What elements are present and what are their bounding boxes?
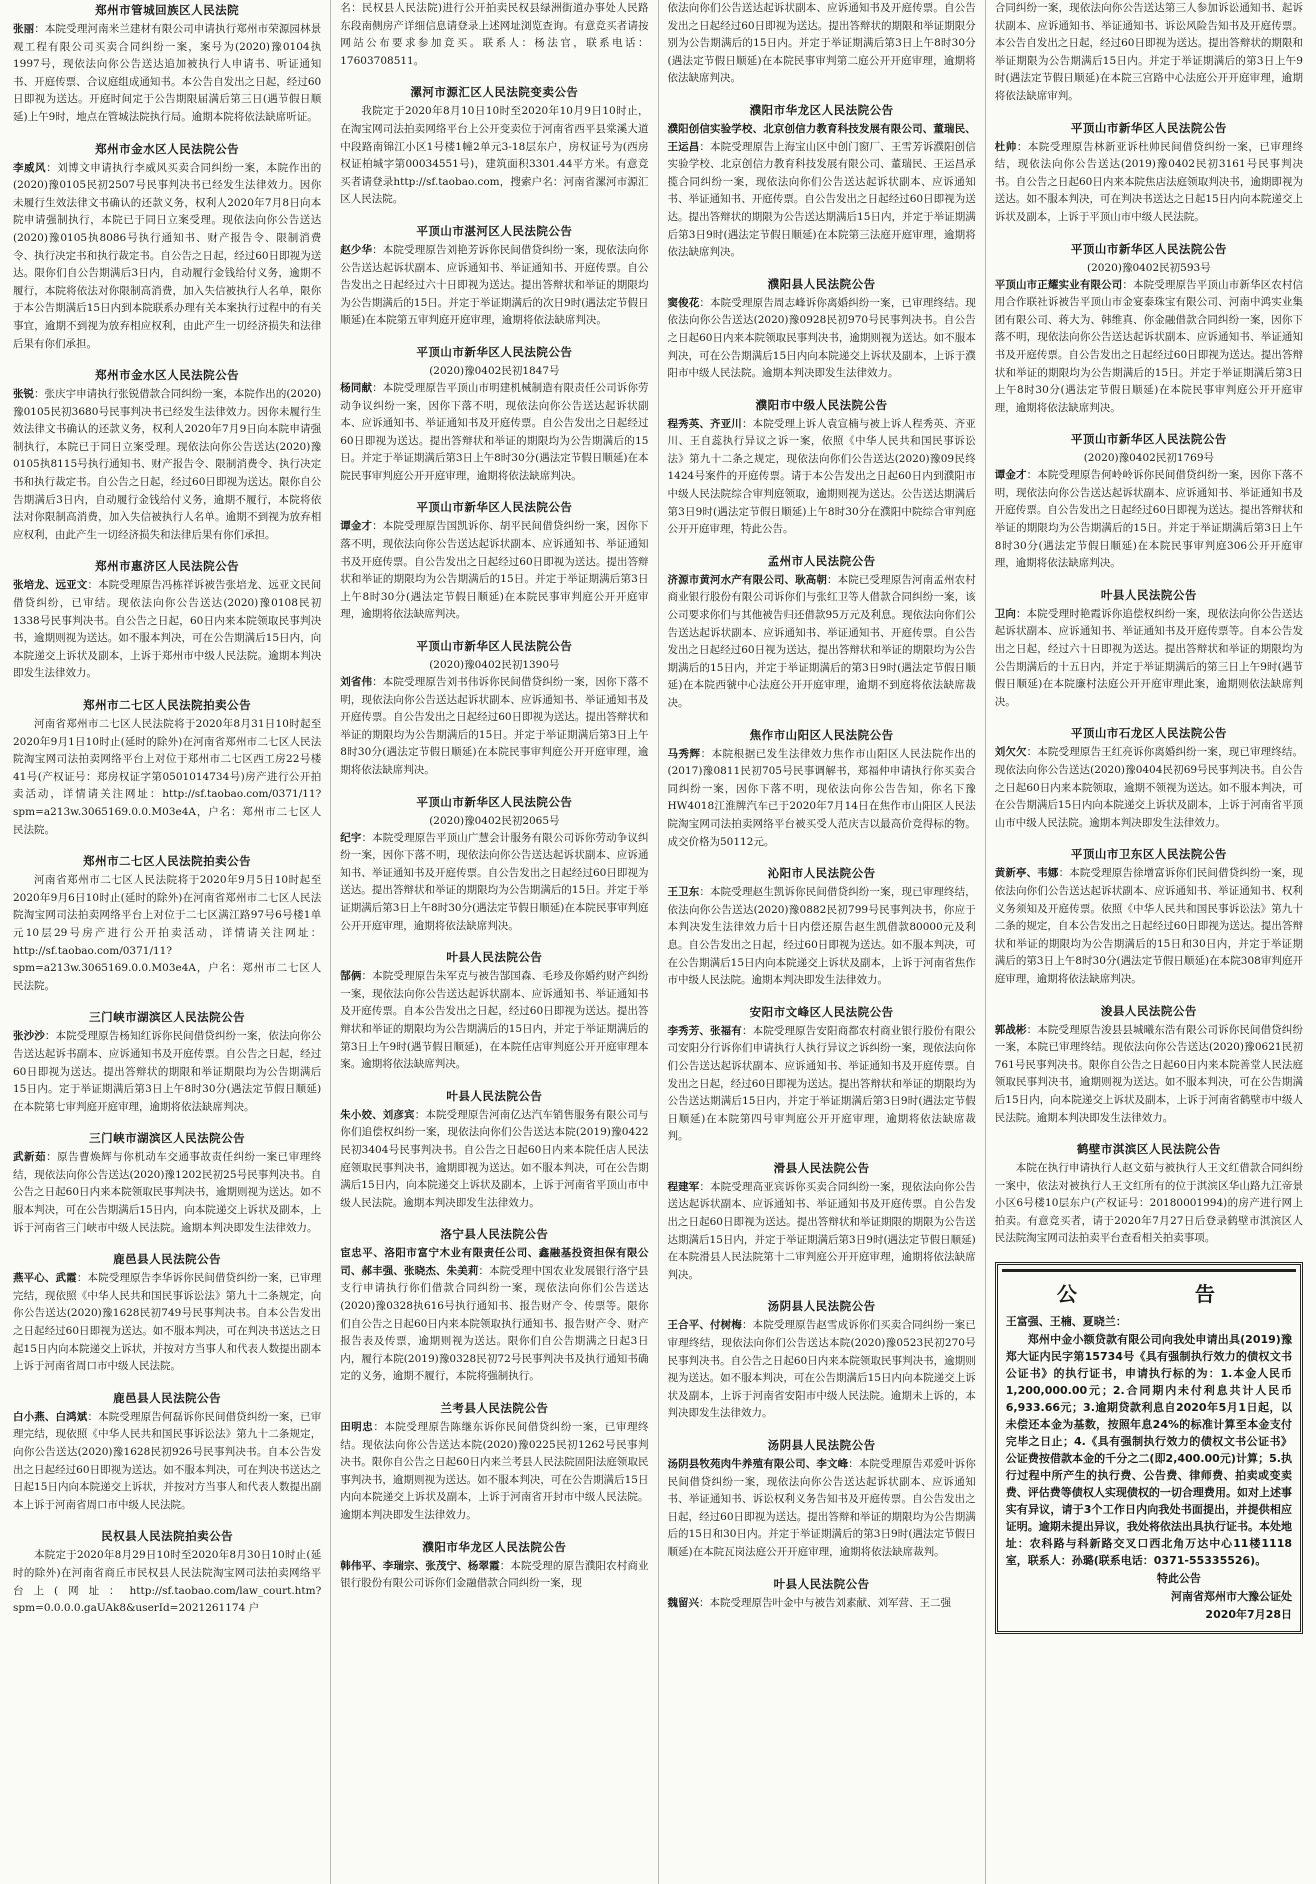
notice-party: 济源市黄河水产有限公司、耿高朝 — [667, 573, 828, 586]
notice-body — [668, 1023, 976, 1146]
notice-body — [995, 277, 1303, 418]
notice-text: ：本院受理原告何岭岭诉你民间借贷纠纷一案，因你下落不明，现依法向你公告送达起诉状副本、应诉通知书、举证通知书及开庭传票。自公告发出之日起经过60日即视为送达。提出答辩状和举证的期限均为公告期满后的15日。并定于举证期满后第3日上午8时30分(遇法定节假日顺延)在本院民事审判庭306公开开庭审理，逾期将依法缺席判决。 — [994, 469, 1304, 570]
notice-body — [340, 0, 648, 70]
notice-title: 孟州市人民法院公告 — [767, 553, 876, 568]
notice-text: 依法向你们公告送达起诉状副本、应诉通知书及开庭传票。自公告发出之日起经过60日即视为送达。提出答辩状的期限和举证期限分别为公告期满后的15日内。并定于举证期满后第3日上午8时30分(遇法定节假日顺延)在本院民事审判第二庭公开开庭审理，逾期将依法缺席判决。 — [667, 2, 976, 85]
court-notice — [668, 727, 976, 852]
court-notice — [668, 1298, 976, 1423]
notice-title: 鹿邑县人民法院公告 — [113, 1390, 222, 1405]
notice-title: 平顶山市卫东区人民法院公告 — [1070, 847, 1227, 862]
notice-party: 谭金才 — [340, 520, 373, 533]
announcement-body: 郑州中金小额贷款有限公司向我处申请出具(2019)豫郑大证内民字第15734号《具有强制执行效力的债权文书公证书》的执行证书，申请执行标的为：1.本金人民币1,200,000.00元；2.合同期内未付利息共计人民币6,933.66元；3.逾期贷款利息自2020年5月1日起，以未偿还本金为基数，按照年息24%的标准计算至本金支付完毕之日止；4.《具有强制执行效力的债权文书公证书》公证费按借款本金的千分之二(即2,400.00元)计算；5.执行过程中所产生的执行费、公告费、律师费、拍卖或变卖费、评估费等债权人实现债权的一切合理费用。如对上述事实有异议，请于3个工作日内向我处书面提出，并提供相应证明。逾期未提出异议，我处将依法出具执行证书。本处地址：农科路与科新路交叉口西北角万达中心11楼1118室，联系人：孙璐(联系电话：0371-55335526)。 — [1005, 1333, 1292, 1568]
court-notice — [668, 276, 976, 383]
notice-text: ：本院受理原告平顶山广慧会计服务有限公司诉你劳动争议纠纷一案，因你下落不明，现依法向你公告送达起诉状副本、应诉通知书、举证通知书及开庭传票。自公告发出之日起经过60日即视为送达。提出答辩状和举证的期限均为公告期满后的15日。并定于举证期满后第3日上午8时30分(遇法定节假日顺延)在本院民事审判庭公开开庭审理，逾期将依法缺席判决。 — [340, 831, 649, 932]
notice-body — [340, 674, 648, 780]
notice-body — [340, 1419, 648, 1525]
notice-title: 平顶山市新华区人民法院公告 — [1070, 120, 1227, 135]
notice-text: ：本院受理原告河南亿达汽车销售服务有限公司与你们追偿权纠纷一案，现依法向你们公告送达本院(2019)豫0422民初3404号民事判决书。自公告之日起60日内来本院任店人民法庭领取民事判决书，逾期即视为送达。如不服本判决，可在公告期满后15日内，向本院递交上诉状及副本，上诉于河南省平顶山市中级人民法院。逾期本判决即发生法律效力。 — [340, 1108, 649, 1209]
notice-text: ：本院受理原告朱军克与被告郜国森、毛珍及你婚约财产纠纷一案，现依法向你公告送达起诉状副本、应诉通知书、举证通知书及开庭传票。自本公告发出之日起，经过60日即视为送达。提出答辩状和举证的期限均为公告期满后的15日内，并定于举证期满后的第3日上午9时(遇节假日顺延)，在本院任店审判庭公开开庭审理本案。逾期将依法缺席判决。 — [340, 970, 649, 1071]
notice-party: 郜俩 — [340, 970, 362, 983]
notice-text: ：本院受理原告杨知红诉你民间借贷纠纷一案，依法向你公告送达起诉书副本、应诉通知书及开庭传票。自公告之日起，经过60日即视为送达。提出答辩状的期限和举证期限均为公告期满后15日内。定于举证期满后第3日上午8时30分(遇法定节假日顺延)在本院第七审判庭开庭审理，逾期将依法缺席判决。 — [13, 1030, 322, 1113]
notice-text: ：本院受理原告何磊诉你民间借贷纠纷一案，已审理完结，现依照《中华人民共和国民事诉讼法》第九十二条规定，向你公告送达(2020)豫1628民初926号民事判决书。自本公告发出之日起经过60日即视为送达。如不服本判决，可在判决书送达之日起15日内向本院递交上诉状，并按对方当事人和代表人数提出副本上诉于河南省周口市中级人民法院。 — [13, 1410, 322, 1511]
notice-body — [995, 0, 1303, 106]
notice-case-number: (2020)豫0402民初1847号 — [429, 364, 560, 377]
notice-title: 鹤壁市淇滨区人民法院公告 — [1076, 1142, 1221, 1157]
notice-body — [668, 746, 976, 852]
notice-body — [995, 744, 1303, 832]
notice-party: 程建军 — [667, 1180, 700, 1193]
notice-text: ：本院受理原告刘书伟诉你民间借贷纠纷一案，因你下落不明，现依法向你公告送达起诉状副本、应诉通知书、举证通知书及开庭传票。自公告发出之日起经过60日即视为送达。提出答辩状和举证的期限均为公告期满后的15日。并定于举证期满后第3日上午8时30分(遇法定节假日顺延)在本院民事审判庭公开开庭审理，逾期将依法缺席判决。 — [340, 676, 649, 776]
notice-text: ：本院受理时艳霞诉你追偿权纠纷一案，现依法向你公告送达起诉状副本、应诉通知书、举证通知书及开庭传票等。自本公告发出之日起，经过六十日即视为送达。提出答辩状和举证的期限均为公告期满后的十五日内，并定于举证期满后的第三日上午9时(遇节假日顺延)在本院廉村法庭公开开庭审理此案，逾期则依法缺席判决。 — [994, 607, 1304, 708]
notice-title: 沁阳市人民法院公告 — [767, 866, 876, 881]
notice-title: 安阳市文峰区人民法院公告 — [749, 1004, 894, 1019]
notice-title: 平顶山市新华区人民法院公告 — [416, 639, 573, 654]
notice-title: 平顶山市新华区人民法院公告 — [416, 794, 573, 809]
notice-title: 郑州市二七区人民法院拍卖公告 — [83, 854, 252, 869]
notice-text: ：本院受理上诉人袁宣楠与被上诉人程秀英、齐亚川、王自蕊执行异议之诉一案，依照《中华人民共和国民事诉讼法》第九十二条之规定，现依法向你们公告送达(2020)豫09民终1424号案件的开庭传票。请于本公告发出之日起60日内到濮阳市中级人民法院综合审判庭领取，逾期则视为送达。公告送达期满后第3日9时(遇法定节假日顺延)上午8时30分在濮阳中院综合审判庭公开开庭审理，特此公告。 — [667, 417, 976, 536]
notice-text: 合同纠纷一案，现依法向你公告送达第三人参加诉讼通知书、起诉状副本、应诉通知书、举证通知书、诉讼风险告知书及开庭传票。本公告自发出之日起，经过60日即视为送达。提出答辩状的期限和举证期限为公告期满后15日内。并定于举证期满后的第3日上午9时(遇法定节假日顺延)在本院三宫路中心法庭公开开庭审理，逾期将依法缺席审判。 — [994, 2, 1303, 102]
notice-body — [995, 1022, 1303, 1128]
notice-body — [13, 386, 321, 544]
court-notice — [340, 1088, 648, 1213]
notice-title: 汤阴县人民法院公告 — [767, 1438, 876, 1452]
notice-party: 程秀英、齐亚川 — [667, 417, 742, 430]
notice-body — [340, 1107, 648, 1213]
court-notice — [13, 1251, 321, 1376]
notice-body — [668, 121, 976, 262]
notice-title: 叶县人民法院公告 — [446, 950, 543, 965]
notice-party: 黄新亭、韦娜 — [994, 867, 1059, 880]
notice-text: ：本院根据已发生法律效力焦作市山阳区人民法院作出的(2017)豫0811民初705号民事调解书，郑福仲申请执行你买卖合同纠纷一案，因你下落不明，现依法向你公告告知，你名下豫HW4018江淮牌汽车已于2020年7月14日在焦作市山阳区人民法院淘宝网司法拍卖网络平台被买受人范庆吉以最高价竞得标的物。成交价格为50112元。 — [667, 747, 976, 848]
notice-text: ：张庆宇申请执行张锐借款合同纠纷一案，本院作出的(2020)豫0105民初3680号民事判决书已经发生法律效力。因你未履行生效法律文书确认的还款义务，权利人2020年7月9日向本院申请强制执行，本院已于同日立案受理。现依法向你公告送达(2020)豫0105执8115号执行通知书、财产报告令、限制消费令、执行决定书和执行裁定书。自公告之日起，经过60日即视为送达。限你自公告期满后3日内，自动履行金钱给付义务，逾期不履行，本院将依法对你限制高消费，加入失信被执行人名单。逾期不到视为放弃相应权利，由此产生一切经济损失和法律后果有你们承担。 — [13, 388, 322, 541]
notice-case-number: (2020)豫0402民初1769号 — [1083, 452, 1215, 465]
notice-text: ：本院受理原告林新亚诉杜帅民间借贷纠纷一案，已审理终结，现依法向你公告送达(2019)豫0402民初3161号民事判决书。自公告之日起60日内来本院焦店法庭领取判决书，逾期即视为送达。如不服本判决，可在判决书送达之日起15日内向本院递交上诉状及副本，上诉于平顶山市中级人民法院。 — [994, 140, 1304, 223]
announcement-date: 2020年7月28日 — [1205, 1608, 1292, 1622]
notice-text: 名：民权县人民法院)进行公开拍卖民权县绿洲街道办事处人民路东段南侧房产详细信息请登录上述网址浏览查询。有意竞买者请按网站公布要求参加竞买。联系人：杨法官，联系电话：17603708511。 — [340, 2, 649, 67]
notice-party: 赵少华 — [340, 243, 373, 256]
notice-party: 谭金才 — [994, 469, 1027, 482]
notice-title: 浚县人民法院公告 — [1100, 1003, 1197, 1018]
notice-body — [668, 1456, 976, 1562]
notice-title: 滑县人民法院公告 — [773, 1160, 870, 1175]
notice-body — [668, 295, 976, 383]
notice-body — [668, 572, 976, 713]
court-notice — [340, 499, 648, 624]
notice-text: ：本院受理原告冯栋祥诉被告张培龙、远亚文民间借贷纠纷，已审结。现依法向你公告送达(2020)豫0108民初1338号民事判决书。自公告之日起，60日内来本院领取民事判决书，逾期则视为送达。如不服本判决，可在公告期满后15日内，向本院递交上诉状及副本，上诉于郑州市中级人民法院。逾期本判决即发生法律效力。 — [13, 579, 322, 680]
court-notice — [340, 949, 648, 1074]
announcement-heading: 公 告 — [1056, 1282, 1241, 1307]
notice-text: ：本院受理河南米兰建材有限公司申请执行郑州市荣源园林景观工程有限公司买卖合同纠纷一案，案号为(2020)豫0104执1997号，现依法向你公告送达追加被执行人申请书、听证通知书、开庭传票、合议庭组成通知书。本公告自发出之日起，经过60日即视为送达。开庭时间定于公告期限届满后第三日(遇节假日顺延)上午9时，地点在管城法院执行局。逾期本院将依法缺席听证。 — [13, 23, 322, 123]
court-notice — [340, 638, 648, 780]
notice-title: 郑州市金水区人民法院公告 — [95, 141, 240, 156]
court-notice — [340, 223, 648, 330]
court-notice — [668, 1437, 976, 1562]
notice-text: 我院定于2020年8月10日10时至2020年10月9日10时止，在淘宝网司法拍卖网络平台上公开变卖位于河南省西平县棠溪大道中段路南锦江小区1号楼1幢2单元3-18层东户，房权证号为(西房权证柏城字第00034551号)，建筑面积3301.44平方米。有意竞买者请登录http://sf.taobao.com，搜索户名：河南省漯河市源汇区人民法院。 — [340, 105, 649, 206]
notice-title: 郑州市金水区人民法院公告 — [95, 368, 240, 383]
notice-title: 濮阳市华龙区人民法院公告 — [749, 102, 894, 117]
notice-party: 卫向 — [994, 607, 1017, 620]
notice-text: ：本院受理原告刘艳芳诉你民间借贷纠纷一案，现依法向你公告送达起诉状副本、应诉通知书、举证通知书、开庭传票。自公告发出之日起经过六十日即视为送达。提出答辩状和举证的期限均为公告期满后的15日。并定于举证期满后的次日9时(遇法定节假日顺延)在本院第五审判庭开庭审理，逾期将依法缺席判决。 — [340, 243, 649, 327]
court-notice — [668, 553, 976, 713]
notice-text: ：本院受理原告平顶山市明建机械制造有限责任公司诉你劳动争议纠纷一案，因你下落不明，现依法向你公告送达起诉状副本、应诉通知书、举证通知书及开庭传票。自公告发出之日起经过60日即视为送达。提出答辩状和举证的期限均为公告期满后的15日。并定于举证期满后第3日上午8时30分(遇法定节假日顺延)在本院民事审判庭公开开庭审理，逾期将依法缺席判决。 — [340, 381, 649, 482]
announcement-addressees: 王富强、王楠、夏晓兰： — [1005, 1315, 1127, 1329]
notice-title: 郑州市二七区人民法院拍卖公告 — [83, 698, 252, 712]
notice-text: ：刘博文申请执行李威风买卖合同纠纷一案，本院作出的(2020)豫0105民初2507号民事判决书已经发生法律效力。因你未履行生效法律文书确认的还款义务，权利人2020年7月8日向本院申请强制执行，本院已于同日立案受理。现依法向你公告送达(2020)豫0105执8086号执行通知书、财产报告令、限制消费令、执行决定书和执行裁定书。自公告之日起，经过60日即视为送达。限你们自公告期满后3日内，自动履行金钱给付义务，逾期不履行，本院将依法对你限制高消费，加入失信被执行人名单，限你于本公告期满后15日内到本院联系办理有关本案执行过程中的有关事宜，逾期不到视为放弃相应权利，由此产生一切经济损失和法律后果有你们承担。 — [13, 161, 322, 350]
court-notice — [668, 0, 976, 88]
notice-body — [340, 103, 648, 209]
notice-title: 平顶山市新华区人民法院公告 — [1070, 432, 1227, 447]
notice-title: 平顶山市新华区人民法院公告 — [416, 500, 573, 515]
court-notice — [13, 1130, 321, 1237]
announcement-top-rule — [1002, 1269, 1296, 1272]
notice-title: 平顶山市新华区人民法院公告 — [416, 344, 573, 359]
column-1 — [4, 0, 331, 1884]
column-3 — [659, 0, 986, 1884]
court-notice — [995, 587, 1303, 712]
notice-text: ：本院受理原告赵雪成诉你们买卖合同纠纷一案已审理终结，现依法向你们公告送达本院(2020)豫0523民初270号民事判决书。自公告之日起60日内来本院领取民事判决书，逾期则视为送达。如不服本判决，可在公告期满后15日内向本院递交上诉状及副本，上诉于河南省安阳市中级人民法院。逾期未上诉的，本判决即发生法律效力。 — [667, 1319, 976, 1420]
notice-body — [668, 1179, 976, 1285]
notice-body — [13, 1547, 321, 1617]
notice-body — [995, 467, 1303, 573]
notice-body — [13, 1270, 321, 1376]
court-notice — [995, 846, 1303, 988]
court-notice — [995, 431, 1303, 573]
notice-body — [668, 1595, 976, 1613]
notice-body — [13, 1028, 321, 1116]
court-notice — [995, 0, 1303, 106]
notice-title: 叶县人民法院公告 — [446, 1088, 543, 1103]
court-notice — [668, 102, 976, 262]
notice-title: 濮阳市华龙区人民法院公告 — [422, 1539, 567, 1554]
notice-text: 河南省郑州市二七区人民法院将于2020年9月5日10时起至2020年9月6日10时止(延时的除外)在河南省郑州市二七区人民法院淘宝网司法拍卖网络平台上对位于二七区满江路97号6号楼1单元10层29号房产进行公开拍卖活动，详情请关注网址：http://sf.taobao.com/0371/11?spm=a213w.3065169.0.0.M03e4A，户名：郑州市二七区人民法院。 — [13, 874, 322, 992]
notice-body — [340, 518, 648, 624]
notice-body — [995, 606, 1303, 712]
notice-title: 漯河市源汇区人民法院变卖公告 — [410, 85, 579, 100]
notice-body — [340, 380, 648, 486]
court-notice — [340, 344, 648, 486]
notice-title: 郑州市管城回族区人民法院 — [95, 3, 240, 17]
notice-party: 张沙沙 — [13, 1030, 45, 1043]
court-notice — [995, 1141, 1303, 1248]
notice-party: 平顶山市正耀实业有限公司 — [994, 278, 1123, 291]
notice-body — [340, 242, 648, 330]
notice-text: ：本院受理赵生凯诉你民间借贷纠纷一案，现已审理终结，依法向你公告送达(2020)豫0882民初799号民事判决书，你应于本判决发生法律效力后十日内偿还原告赵生凯借款80000元及利息。自公告发出之日起，经过60日即视为送达。如不服本判决，可在公告期满后15日内向本院递交上诉状及副本，上诉于河南省焦作市中级人民法院。逾期本判决即发生法律效力。 — [667, 886, 976, 987]
notice-body — [995, 865, 1303, 988]
notice-body — [995, 139, 1303, 227]
court-notice — [668, 1160, 976, 1285]
notice-text: ：本院已受理原告河南孟州农村商业银行股份有限公司诉你们与张红卫等人借款合同纠纷一案，该公司要求你们与其他被告归还借款95万元及利息。现依法向你们公告送达起诉状副本、应诉通知书、举证通知书、开庭传票。自公告发出之日起经过60日视为送达，提出答辩状和举证的期限均为公告期满后的15日内，并定于举证期满后的第3日9时(遇法定节假日顺延)在本院西虢中心法庭公开开庭审理，逾期不到庭将依法缺席裁决。 — [667, 573, 976, 709]
notice-title: 平顶山市新华区人民法院公告 — [1070, 241, 1227, 256]
court-notice — [13, 367, 321, 544]
notice-text: ：本院受理原告徐增富诉你们民间借贷纠纷一案，现依法向你们公告送达起诉状副本、应诉通知书、举证通知书、权利义务须知及开庭传票。依照《中华人民共和国民事诉讼法》第九十二条的规定，自本公告发出之日起经过60日即视为送达。提出答辩状和举证的期限均为公告期满后的15日和30日内，并定于举证期满后的第3日上午8时30分(遇法定节假日顺延)在本院308审判庭开庭审理，逾期将依法缺席判决。 — [994, 867, 1304, 985]
notice-text: ：本院受理原告王红亮诉你离婚纠纷一案，现已审理终结。现依法向你公告送达(2020)豫0404民初69号民事判决书。自公告之日起60日内来本院领取，逾期不领视为送达。如不服本判决，可在公告期满后15日内向本院递交上诉状及副本，上诉于河南省平顶山市中级人民法院。逾期本判决即发生法律效力。 — [994, 746, 1304, 829]
court-notice — [668, 397, 976, 539]
notice-title: 三门峡市湖滨区人民法院公告 — [89, 1131, 246, 1146]
notice-party: 濮阳创信实验学校、北京创信力教育科技发展有限公司、董瑞民、王运昌 — [667, 122, 976, 153]
notary-announcement-box — [995, 1262, 1303, 1634]
court-notice — [340, 1226, 648, 1386]
notice-text: 本院定于2020年8月29日10时至2020年8月30日10时止(延时的除外)在河南省商丘市民权县人民法院淘宝网司法拍卖网络平台上(网址：http://sf.taobao.com/law_court.htm?spm=0.0.0.0.gaUAk8&userId=2021261174 户 — [13, 1549, 322, 1615]
notice-body — [13, 1149, 321, 1237]
notice-body — [668, 416, 976, 539]
notice-party: 宦忠平、洛阳市富宁木业有限责任公司、鑫融基投资担保有限公司、郝丰强、张晓杰、朱美莉 — [340, 1247, 649, 1277]
notice-party: 窦俊花 — [667, 296, 700, 309]
court-notice — [995, 1003, 1303, 1128]
column-4 — [986, 0, 1312, 1884]
notice-body — [340, 968, 648, 1074]
notice-party: 张培龙、远亚文 — [13, 579, 88, 592]
notice-text: ：本院受理原告李华诉你民间借贷纠纷一案，已审理完结，现依照《中华人民共和国民事诉讼法》第九十二条规定，向你公告送达(2020)豫1628民初749号民事判决书。自本公告发出之日起经过60日即视为送达。如不服本判决，可在判决书送达之日起15日内向本院递交上诉状，并按对方当事人和代表人数提出副本上诉于河南省周口市中级人民法院。 — [13, 1272, 322, 1373]
notice-text: ：本院受理原告国凯诉你、胡平民间借贷纠纷一案，因你下落不明，现依法向你公告送达起诉状副本、应诉通知书、举证通知书及开庭传票。自公告发出之日起经过60日即视为送达。提出答辩状和举证的期限均为公告期满后的15日。并定于举证期满后第3日上午8时30分(遇法定节假日顺延)在本院民事审判庭公开开庭审理，逾期将依法缺席判决。 — [340, 520, 649, 621]
notice-text: ：原告曹焕辉与你机动车交通事故责任纠纷一案已审理终结，现依法向你公告送达(2020)豫1202民初25号民事判决书。自公告之日起60日内来本院领取民事判决书，逾期则视为送达。如不服本判决，可在公告期满后15日内，向本院递交上诉状及副本，上诉于河南省三门峡市中级人民法院。逾期本判决即发生法律效力。 — [13, 1151, 322, 1234]
notice-body — [13, 872, 321, 995]
notice-title: 兰考县人民法院公告 — [440, 1401, 549, 1416]
court-notice — [13, 853, 321, 995]
notice-party: 韩伟平、李瑞宗、张茂宁、杨翠霞 — [340, 1559, 500, 1572]
notice-text: ：本院受理原告安阳商都农村商业银行股份有限公司安阳分行诉你们申请执行人执行异议之诉纠纷一案，现依法向你们公告送达起诉状副本、应诉通知书、举证通知书及开庭传票。自发出之日起，经过60日即视为送达。提出答辩状和举证的期限均为公告送达期满后15日内，并定于举证期满后第3日9时(遇法定节假日顺延)在本院第四号审判庭公开开庭审理，逾期将依法缺席裁判。 — [667, 1024, 976, 1143]
notice-text: 河南省郑州市二七区人民法院将于2020年8月31日10时起至2020年9月1日10时止(延时的除外)在河南省郑州市二七区人民法院淘宝网司法拍卖网络平台上对位于郑州市二七区西工房22号楼41号(产权证号：郑房权证字第0501014734号)房产进行公开拍卖活动，详情请关注网址：http://sf.taobao.com/0371/11?spm=a213w.3065169.0.0.M03e4A，户名：郑州市二七区人民法院。 — [13, 718, 322, 836]
court-notice — [668, 865, 976, 990]
notice-party: 刘欠欠 — [994, 746, 1027, 759]
notice-title: 洛宁县人民法院公告 — [440, 1227, 549, 1242]
court-notice — [668, 1576, 976, 1613]
notice-body — [13, 1409, 321, 1515]
notice-party: 白小燕、白鸿斌 — [13, 1410, 88, 1423]
notice-title: 濮阳市中级人民法院公告 — [755, 397, 888, 412]
notice-body — [13, 577, 321, 683]
notice-party: 李威风 — [13, 161, 47, 174]
court-notice — [13, 697, 321, 839]
notice-body — [340, 830, 648, 936]
notice-case-number: (2020)豫0402民初2065号 — [429, 814, 560, 827]
notice-text: ：本院受理高亚宾诉你买卖合同纠纷一案，现依法向你公告送达起诉状副本、应诉通知书、举证通知书及开庭传票。自公告发出之日起60日即视为送达。提出答辩状和举证期限的期限为公告送达期满后15日内，并定于举证期满后第3日9时(遇法定节假日顺延)在本院滑县人民法院第十二审判庭公开开庭审理，逾期将依法缺席判决。 — [667, 1180, 976, 1281]
notice-title: 焦作市山阳区人民法院公告 — [749, 727, 894, 742]
notice-text: ：本院受理原告浚县县城曦东浩有限公司诉你民间借贷纠纷一案，本院已审理终结。现依法向你公告送达(2020)豫0621民初761号民事判决书。限你自公告之日起60日内来本院善堂人民法庭领取民事判决书，逾期则视为送达。如不服本判决，可在公告期满后15日内，向本院递交上诉状及副本，上诉于河南省鹤壁市中级人民法院。逾期本判决即发生法律效力。 — [994, 1023, 1304, 1124]
notice-party: 马秀辉 — [667, 747, 701, 760]
announcement-org: 河南省郑州市大豫公证处 — [1171, 1590, 1292, 1604]
notice-body — [668, 1317, 976, 1423]
notice-text: 本院在执行申请执行人赵文茹与被执行人王文红借款合同纠纷一案中，依法对被执行人王文红所有的位于淇滨区华山路九江帝景小区6号楼10层东户(产权证号：20180001994)的房产进行网上拍卖。有意竞买者，请于2020年7月27日后登录鹤壁市淇滨区人民法院淘宝网司法拍卖平台查看相关拍卖事项。 — [994, 1162, 1303, 1245]
notice-case-number: (2020)豫0402民初593号 — [1087, 261, 1211, 274]
notice-title: 民权县人民法院拍卖公告 — [101, 1529, 234, 1544]
notice-party: 李秀芳、张福有 — [667, 1024, 742, 1037]
notice-party: 郭战彬 — [994, 1023, 1027, 1036]
notice-party: 杜帅 — [994, 140, 1017, 153]
notice-text: ：本院受理原告陈继东诉你民间借贷纠纷一案，已审理终结。现依法向你公告送达本院(2020)豫0225民初1262号民事判决书。限你自公告之日起60日内来兰考县人民法院固阳法庭领取民事判决书，逾期则视为送达。如不服本判决，可在公告期满后15日内向本院递交上诉状及副本，上诉于河南省开封市中级人民法院。逾期本判决即发生法律效力。 — [340, 1421, 649, 1521]
notice-party: 魏留兴 — [667, 1596, 699, 1609]
notice-party: 王合平、付树梅 — [667, 1319, 742, 1332]
notice-body — [340, 1245, 648, 1386]
notice-text: ：本院受理原告上海宝山区中创门窗厂、王雪芳诉濮阳创信实验学校、北京创信力教育科技发展有限公司、董瑞民、王运昌承揽合同纠纷一案，现依法向你们公告送达起诉状副本、应诉通知书、举证通知书、开庭传票。自公告发出之日起经过60日即视为送达。提出答辩状的期限为公告送达期满后15日内，并定于举证期满后第3日9时(遇法定节假日顺延)在本院第三法庭开庭审理，逾期将依法缺席判决。 — [667, 140, 976, 259]
notice-title: 郑州市惠济区人民法院公告 — [95, 559, 240, 574]
notice-body — [13, 716, 321, 839]
court-notice — [995, 120, 1303, 227]
notice-title: 叶县人民法院公告 — [773, 1576, 870, 1591]
notice-title: 平顶山市湛河区人民法院公告 — [416, 223, 573, 238]
notice-body — [995, 1160, 1303, 1248]
notice-text: ：本院受理原告叶金中与被告刘素献、刘军营、王二强 — [699, 1596, 951, 1609]
court-notice — [13, 1390, 321, 1515]
court-notice — [340, 794, 648, 936]
notice-party: 纪宇 — [340, 831, 362, 844]
notice-party: 王卫东 — [667, 886, 700, 899]
notice-body — [668, 884, 976, 990]
court-notice — [13, 558, 321, 683]
notice-body — [13, 21, 321, 127]
notice-text: ：本院受理中国农业发展银行洛宁县支行申请执行你们借款合同纠纷一案，现依法向你们公告送达(2020)豫0328执616号执行通知书、报告财产令、传票等。限你们自公告之日起60日内来本院领取执行通知书、报告财产令、财产报告表及传票，逾期则视为送达。限你们自公告期满之日起3日内，履行本院(2019)豫0328民初72号民事判决书及执行通知书确定的义务，逾期不履行，本院将强制执行。 — [340, 1264, 649, 1383]
notice-party: 燕平心、武霞 — [13, 1272, 77, 1285]
court-notice — [13, 1528, 321, 1617]
column-4-notices — [995, 0, 1303, 1248]
notice-text: ：本院受理的原告濮阳农村商业银行股份有限公司诉你们金融借款合同纠纷一案，现 — [340, 1559, 649, 1590]
notice-text: ：本院受理原告周志峰诉你离婚纠纷一案，已审理终结。现依法向你公告送达(2020)豫0928民初970号民事判决书。自公告之日起60日内来本院领取民事判决书，逾期则视为送达。如不服本判决，可在公告期满后15日内向本院递交上诉状及副本，上诉于濮阳市中级人民法院。逾期本判决即发生法律效力。 — [667, 296, 976, 380]
notice-party: 刘省伟 — [340, 676, 373, 689]
notice-title: 叶县人民法院公告 — [1100, 587, 1197, 602]
court-notice — [13, 141, 321, 354]
court-notice — [13, 2, 321, 127]
notice-text: ：本院受理原告邓爱叶诉你民间借贷纠纷一案，现依法向你公告送达起诉状副本、应诉通知书、举证通知书、诉讼权利义务告知书及开庭传票。自公告发出之日起，经过60日即视为送达。提出答辩和举证的期限均为公告期满后的15日和30日内。并定于举证期满后的第3日9时(遇法定节假日顺延)在本院瓦岗法庭公开开庭审理，逾期将依法缺席裁判。 — [667, 1458, 976, 1558]
court-notice — [995, 241, 1303, 418]
notice-party: 田明忠 — [340, 1421, 374, 1434]
notice-body — [668, 0, 976, 88]
announcement-closing: 特此公告 — [1156, 1572, 1201, 1586]
column-2 — [331, 0, 658, 1884]
notice-party: 张丽 — [13, 23, 35, 35]
court-notice — [13, 1009, 321, 1116]
court-notice — [995, 725, 1303, 832]
notice-party: 汤阴县牧苑肉牛养殖有限公司、李文峰 — [667, 1458, 849, 1470]
notice-title: 濮阳县人民法院公告 — [767, 276, 876, 291]
court-notice — [340, 1400, 648, 1525]
notice-party: 杨同献 — [340, 381, 373, 394]
notice-party: 武新茹 — [13, 1151, 47, 1164]
notice-party: 朱小姣、刘彦宾 — [340, 1108, 415, 1121]
notice-case-number: (2020)豫0402民初1390号 — [429, 659, 560, 672]
notice-party: 张锐 — [13, 388, 35, 401]
court-notice — [340, 0, 648, 70]
notice-title: 汤阴县人民法院公告 — [767, 1299, 876, 1314]
notice-title: 平顶山市石龙区人民法院公告 — [1070, 726, 1227, 741]
notice-title: 鹿邑县人民法院公告 — [113, 1252, 222, 1267]
court-notice — [340, 1539, 648, 1593]
court-notice — [340, 84, 648, 209]
court-notice — [668, 1004, 976, 1146]
notice-body — [13, 160, 321, 354]
notice-text: ：本院受理原告平顶山市新华区农村信用合作联社诉被告平顶山市金宴泰珠宝有限公司、河南中鸿实业集团有限公司、蒋大为、韩维真、你金融借款合同纠纷一案，因你下落不明，现依法向你公告送达起诉状副本、应诉通知书、举证通知书及开庭传票。自公告发出之日起经过60日即视为送达。提出答辩状和举证的期限均为公告期满后的15日。并定于举证期满后第3日上午8时30分(遇法定节假日顺延)在本院民事审判庭公开开庭审理，逾期将依法缺席判决。 — [994, 278, 1304, 414]
notice-body — [340, 1558, 648, 1593]
notice-title: 三门峡市湖滨区人民法院公告 — [89, 1010, 246, 1025]
